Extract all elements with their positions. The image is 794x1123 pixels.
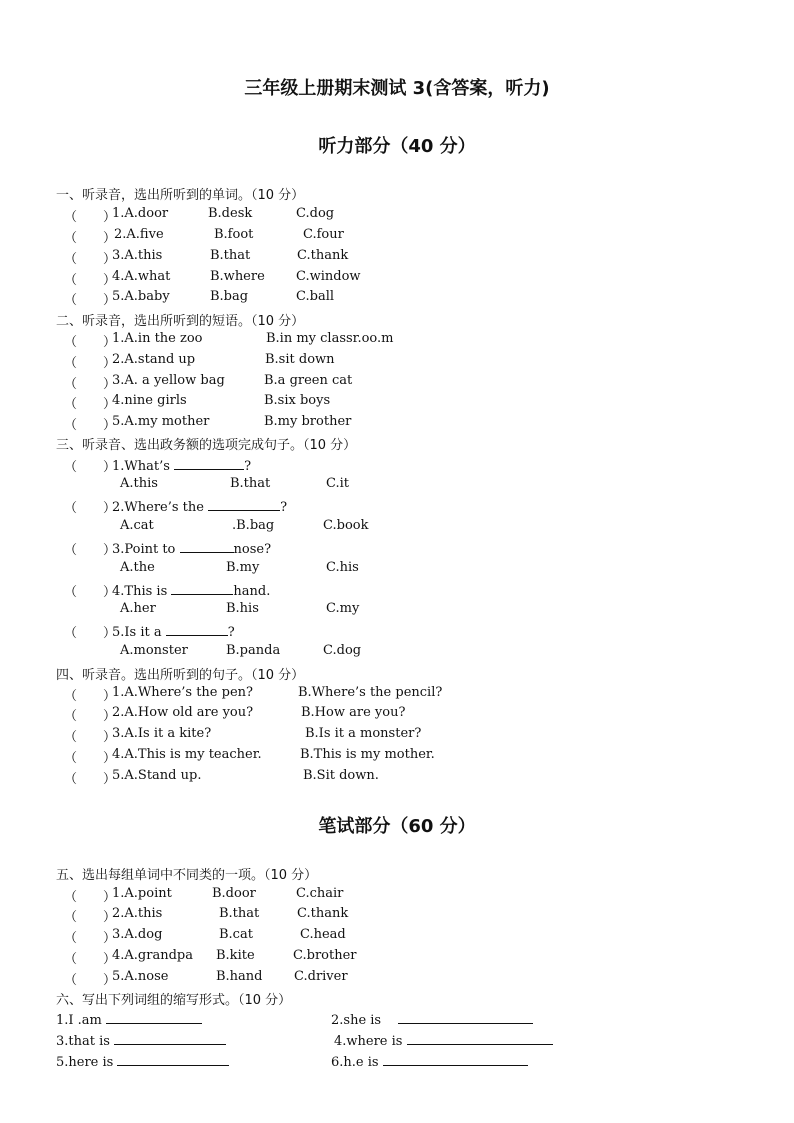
question-tail: nose? bbox=[233, 542, 272, 557]
option-a: 5.A.baby bbox=[112, 289, 170, 304]
question-row bbox=[0, 969, 794, 989]
question-text bbox=[112, 622, 235, 640]
option-b: B.door bbox=[212, 886, 256, 901]
question-row bbox=[0, 497, 794, 517]
answer-bracket: （ ） bbox=[64, 293, 117, 308]
answer-bracket: （ ） bbox=[64, 356, 117, 371]
answer-blank bbox=[398, 1010, 533, 1024]
option-b: B.How are you? bbox=[301, 705, 406, 720]
question-row bbox=[0, 886, 794, 906]
options-row bbox=[0, 518, 794, 538]
option-c: C.book bbox=[323, 518, 369, 533]
fill-blank bbox=[171, 581, 233, 595]
option-b: B.my bbox=[226, 560, 260, 575]
option-a: 1.A.in the zoo bbox=[112, 331, 203, 346]
answer-bracket: （ ） bbox=[64, 460, 117, 475]
option-a: 2.A.stand up bbox=[112, 352, 196, 367]
exam-title: 三年级上册期末测试 3(含答案，听力) bbox=[244, 78, 550, 99]
option-b: B.Sit down. bbox=[303, 768, 379, 783]
option-b: B.that bbox=[210, 248, 251, 263]
option-a: A.the bbox=[120, 560, 155, 575]
option-a: 5.A.nose bbox=[112, 969, 169, 984]
section-2-heading: 二、听录音，选出所听到的短语。（10 分） bbox=[56, 314, 305, 329]
option-a: 3.A.Is it a kite? bbox=[112, 726, 212, 741]
answer-bracket: （ ） bbox=[64, 252, 117, 267]
option-b: B.in my classr.oo.m bbox=[266, 331, 394, 346]
answer-blank bbox=[117, 1052, 229, 1066]
answer-bracket: （ ） bbox=[64, 751, 117, 766]
answer-bracket: （ ） bbox=[64, 543, 117, 558]
abbrev-row bbox=[0, 1052, 794, 1072]
question-row bbox=[0, 352, 794, 372]
answer-blank bbox=[106, 1010, 202, 1024]
abbrev-item bbox=[334, 1031, 553, 1049]
answer-bracket: （ ） bbox=[64, 585, 117, 600]
option-c: C.it bbox=[326, 476, 349, 491]
option-a: A.monster bbox=[120, 643, 188, 658]
answer-bracket: （ ） bbox=[64, 973, 117, 988]
option-c: C.chair bbox=[296, 886, 344, 901]
question-row bbox=[0, 726, 794, 746]
option-c: C.his bbox=[326, 560, 359, 575]
abbrev-row bbox=[0, 1010, 794, 1030]
option-a: A.this bbox=[120, 476, 158, 491]
section-3-heading: 三、听录音、选出政务额的选项完成句子。（10 分） bbox=[56, 438, 357, 453]
section-1-heading: 一、听录音，选出所听到的单词。（10 分） bbox=[56, 188, 305, 203]
question-row bbox=[0, 373, 794, 393]
option-b: B.desk bbox=[208, 206, 253, 221]
option-a: 2.A.How old are you? bbox=[112, 705, 254, 720]
abbrev-phrase: 4.where is bbox=[334, 1034, 403, 1049]
question-row bbox=[0, 289, 794, 309]
answer-bracket: （ ） bbox=[64, 335, 117, 350]
option-b: B.that bbox=[230, 476, 271, 491]
options-row bbox=[0, 560, 794, 580]
question-stem: 2.Where’s the bbox=[112, 500, 204, 515]
question-row bbox=[0, 456, 794, 476]
question-tail: ? bbox=[244, 459, 252, 474]
option-c: C.thank bbox=[297, 248, 349, 263]
abbrev-item bbox=[331, 1052, 528, 1070]
question-row bbox=[0, 906, 794, 926]
option-a: 5.A.my mother bbox=[112, 414, 210, 429]
section-5-heading: 五、选出每组单词中不同类的一项。（10 分） bbox=[56, 868, 318, 883]
question-row bbox=[0, 705, 794, 725]
question-row bbox=[0, 948, 794, 968]
option-b: B.that bbox=[219, 906, 260, 921]
question-text bbox=[112, 581, 270, 599]
option-a: 2.A.five bbox=[114, 227, 164, 242]
abbrev-phrase: 1.I .am bbox=[56, 1013, 102, 1028]
option-c: C.four bbox=[303, 227, 344, 242]
option-c: C.ball bbox=[296, 289, 335, 304]
question-tail: ? bbox=[280, 500, 288, 515]
option-c: C.brother bbox=[293, 948, 357, 963]
question-tail: hand. bbox=[233, 584, 271, 599]
question-row bbox=[0, 747, 794, 767]
option-a: A.cat bbox=[120, 518, 154, 533]
question-row bbox=[0, 331, 794, 351]
option-b: B.Is it a monster? bbox=[305, 726, 422, 741]
option-a: 2.A.this bbox=[112, 906, 163, 921]
options-row bbox=[0, 601, 794, 621]
answer-bracket: （ ） bbox=[64, 772, 117, 787]
option-b: B.bag bbox=[210, 289, 249, 304]
fill-blank bbox=[166, 622, 228, 636]
question-row bbox=[0, 539, 794, 559]
option-b: B.panda bbox=[226, 643, 281, 658]
question-text bbox=[112, 497, 287, 515]
answer-bracket: （ ） bbox=[64, 501, 117, 516]
option-b: B.Where’s the pencil? bbox=[298, 685, 443, 700]
section-4-heading: 四、听录音。选出所听到的句子。（10 分） bbox=[56, 668, 305, 683]
answer-bracket: （ ） bbox=[64, 626, 117, 641]
abbrev-row bbox=[0, 1031, 794, 1051]
option-b: B.This is my mother. bbox=[300, 747, 435, 762]
abbrev-item bbox=[331, 1010, 533, 1028]
question-row bbox=[0, 414, 794, 434]
option-c: C.driver bbox=[294, 969, 348, 984]
option-b: B.kite bbox=[216, 948, 255, 963]
option-c: C.head bbox=[300, 927, 346, 942]
answer-bracket: （ ） bbox=[64, 231, 117, 246]
question-row bbox=[0, 927, 794, 947]
option-c: C.thank bbox=[297, 906, 349, 921]
question-text bbox=[112, 456, 251, 474]
abbrev-item bbox=[56, 1010, 202, 1028]
option-b: B.a green cat bbox=[264, 373, 353, 388]
option-a: 1.A.door bbox=[112, 206, 169, 221]
question-row bbox=[0, 227, 794, 247]
question-row bbox=[0, 206, 794, 226]
option-a: 5.A.Stand up. bbox=[112, 768, 202, 783]
question-stem: 1.What’s bbox=[112, 459, 170, 474]
listening-part-title: 听力部分（40 分） bbox=[318, 136, 476, 157]
option-b: .B.bag bbox=[232, 518, 275, 533]
option-a: 3.A. a yellow bag bbox=[112, 373, 225, 388]
option-a: 4.nine girls bbox=[112, 393, 187, 408]
option-c: C.dog bbox=[323, 643, 362, 658]
option-c: C.dog bbox=[296, 206, 335, 221]
answer-bracket: （ ） bbox=[64, 890, 117, 905]
option-c: C.my bbox=[326, 601, 360, 616]
abbrev-item bbox=[56, 1052, 229, 1070]
question-row bbox=[0, 622, 794, 642]
answer-bracket: （ ） bbox=[64, 910, 117, 925]
option-a: 4.A.grandpa bbox=[112, 948, 193, 963]
abbrev-phrase: 6.h.e is bbox=[331, 1055, 379, 1070]
option-a: 3.A.this bbox=[112, 248, 163, 263]
answer-blank bbox=[114, 1031, 226, 1045]
option-b: B.cat bbox=[219, 927, 253, 942]
answer-bracket: （ ） bbox=[64, 931, 117, 946]
answer-bracket: （ ） bbox=[64, 210, 117, 225]
fill-blank bbox=[180, 539, 234, 553]
option-b: B.foot bbox=[214, 227, 254, 242]
option-b: B.where bbox=[210, 269, 265, 284]
fill-blank bbox=[208, 497, 280, 511]
answer-bracket: （ ） bbox=[64, 377, 117, 392]
option-a: A.her bbox=[120, 601, 156, 616]
answer-blank bbox=[407, 1031, 553, 1045]
options-row bbox=[0, 476, 794, 496]
question-row bbox=[0, 248, 794, 268]
abbrev-phrase: 2.she is bbox=[331, 1013, 382, 1028]
option-a: 4.A.what bbox=[112, 269, 171, 284]
options-row bbox=[0, 643, 794, 663]
answer-blank bbox=[383, 1052, 528, 1066]
option-a: 1.A.Where’s the pen? bbox=[112, 685, 253, 700]
question-row bbox=[0, 269, 794, 289]
abbrev-phrase: 3.that is bbox=[56, 1034, 110, 1049]
answer-bracket: （ ） bbox=[64, 709, 117, 724]
question-row bbox=[0, 581, 794, 601]
option-b: B.six boys bbox=[264, 393, 331, 408]
question-tail: ? bbox=[227, 625, 235, 640]
question-row bbox=[0, 768, 794, 788]
question-stem: 3.Point to bbox=[112, 542, 176, 557]
answer-bracket: （ ） bbox=[64, 397, 117, 412]
section-6-heading: 六、写出下列词组的缩写形式。（10 分） bbox=[56, 993, 292, 1008]
option-a: 4.A.This is my teacher. bbox=[112, 747, 262, 762]
answer-bracket: （ ） bbox=[64, 952, 117, 967]
abbrev-item bbox=[56, 1031, 226, 1049]
answer-bracket: （ ） bbox=[64, 730, 117, 745]
question-row bbox=[0, 685, 794, 705]
written-part-title: 笔试部分（60 分） bbox=[318, 816, 476, 837]
question-stem: 5.Is it a bbox=[112, 625, 162, 640]
answer-bracket: （ ） bbox=[64, 418, 117, 433]
option-b: B.sit down bbox=[265, 352, 335, 367]
option-b: B.my brother bbox=[264, 414, 352, 429]
option-b: B.his bbox=[226, 601, 259, 616]
question-row bbox=[0, 393, 794, 413]
option-a: 3.A.dog bbox=[112, 927, 163, 942]
answer-bracket: （ ） bbox=[64, 689, 117, 704]
question-text bbox=[112, 539, 271, 557]
question-stem: 4.This is bbox=[112, 584, 168, 599]
fill-blank bbox=[174, 456, 244, 470]
option-c: C.window bbox=[296, 269, 361, 284]
answer-bracket: （ ） bbox=[64, 273, 117, 288]
option-b: B.hand bbox=[216, 969, 263, 984]
abbrev-phrase: 5.here is bbox=[56, 1055, 114, 1070]
option-a: 1.A.point bbox=[112, 886, 172, 901]
